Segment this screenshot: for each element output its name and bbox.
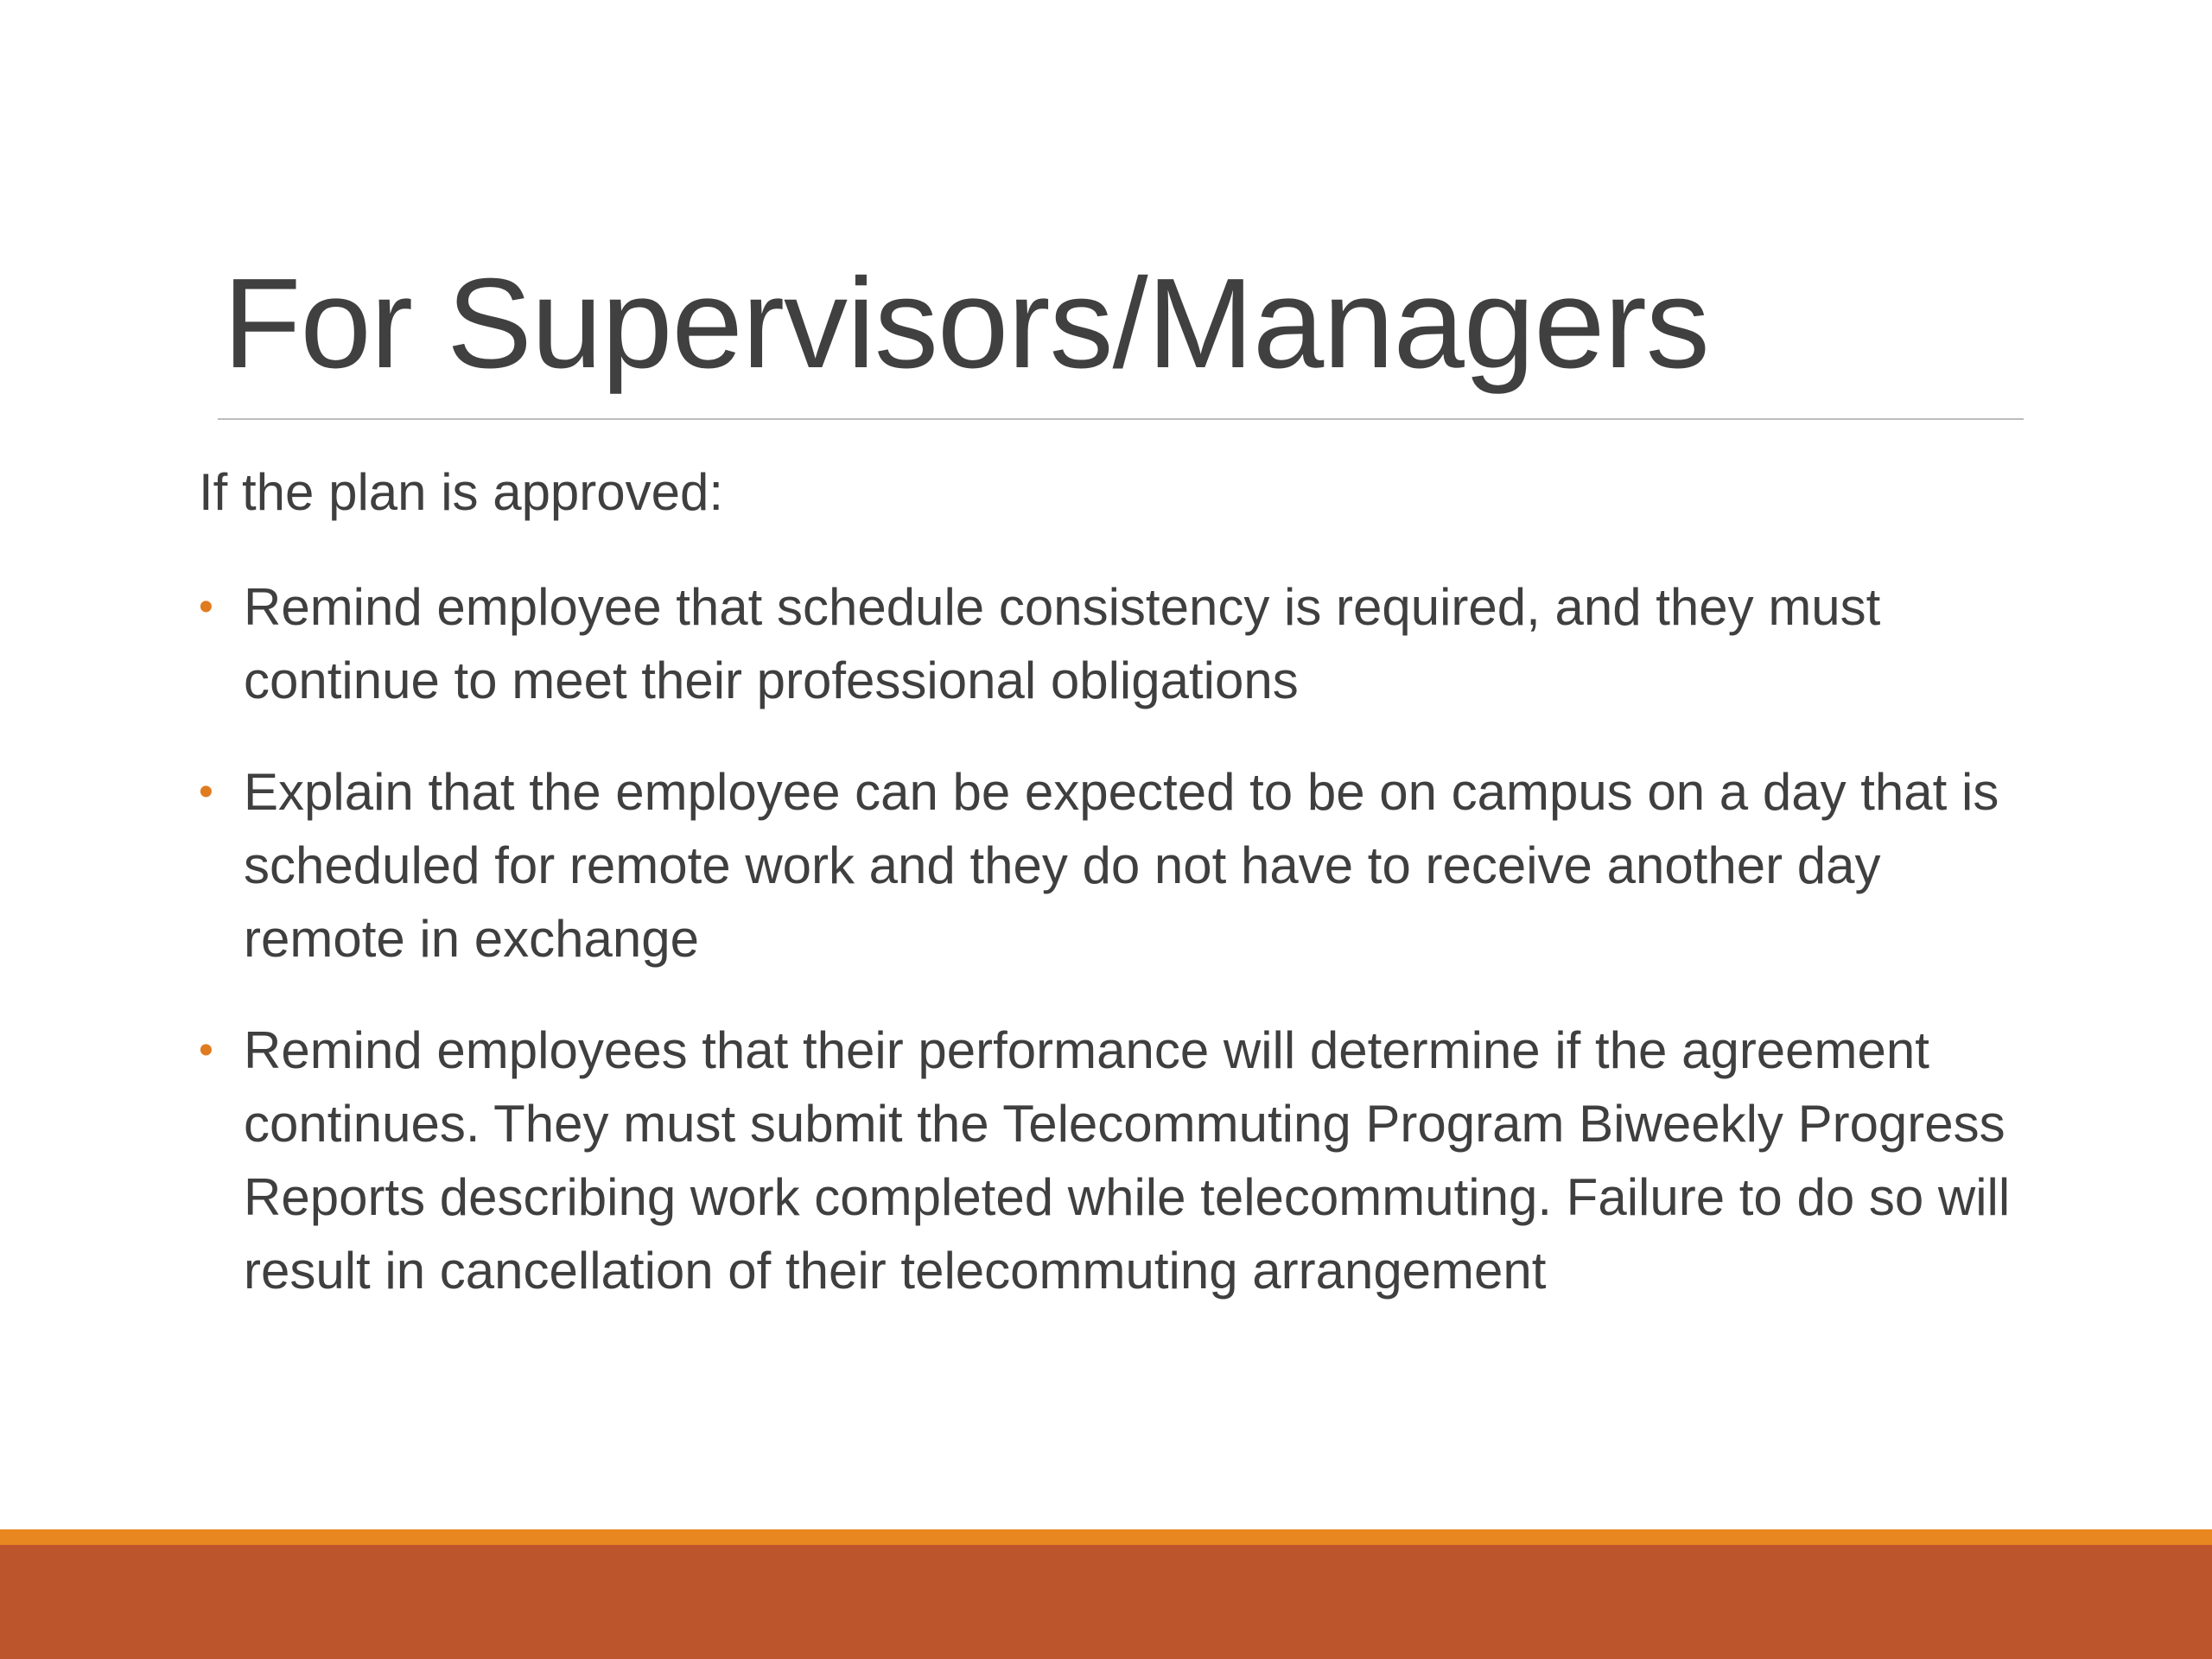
bullet-item (199, 755, 2031, 976)
bullet-text: Remind employees that their performance will determine if the agreement continues. They must submit the Telecommuting Program Biweekly Progress Reports describing work completed while telecommuting. Failure to do so will result in cancellation of their telecommuting arrangement (244, 1021, 2011, 1300)
bullet-dot-icon: • (199, 584, 213, 630)
bullet-item (199, 1014, 2031, 1307)
bullet-dot-icon: • (199, 1027, 213, 1073)
bullet-list (199, 570, 2031, 1345)
footer-band (0, 1545, 2212, 1659)
intro-text: If the plan is approved: (199, 463, 724, 521)
title-divider (218, 418, 2024, 420)
bullet-item (199, 570, 2031, 717)
bullet-text: Explain that the employee can be expected to be on campus on a day that is scheduled for remote work and they do not have to receive another day remote in exchange (244, 763, 1999, 968)
slide-title: For Supervisors/Managers (223, 252, 1709, 395)
bullet-dot-icon: • (199, 769, 213, 815)
bullet-text: Remind employee that schedule consistency is required, and they must continue to meet their professional obligations (244, 578, 1881, 709)
footer-accent-line (0, 1529, 2212, 1545)
